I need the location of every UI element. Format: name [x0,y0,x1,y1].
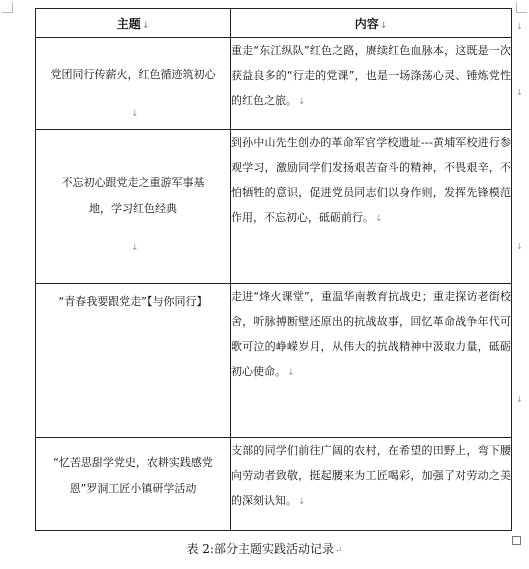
table-caption: 表 2:部分主题实践活动记录↵ [186,542,343,556]
topic-cell [36,438,231,531]
row-end-mark: ↓ [516,242,523,251]
content-cell: 支部的同学们前往广阔的农村，在希望的田野上，弯下腰向劳动者致敬，挺起腰来为工匠喝彩，加强了对劳动之美的深刻认知。↓ [231,438,512,531]
topic-text: 不忘初心跟党走之重游军事基地，学习红色经典 [61,176,205,215]
header-topic: 主题↓ [36,9,231,38]
header-content: 内容↓ [231,9,512,38]
content-text: 走进“烽火课堂”，重温华南教育抗战史；重走探访老街校舍，听脉搏断壁还原出的抗战故事，回忆革命战争年代可歌可泣的峥嵘岁月，从伟大的抗战精神中汲取力量，砥砺初心使命。 [231,290,511,378]
row-end-mark: ↓ [516,395,523,404]
table-row [36,438,512,531]
topic-cell: 不忘初心跟党走之重游军事基地，学习红色经典 ↓ [36,130,231,284]
topic-cell: 党团同行传薪火，红色循迹筑初心 ↓ [36,38,231,130]
topic-text: “忆苦思甜学党史，农耕实践感党恩”罗洞工匠小镇研学活动 [53,456,213,495]
table-row [36,284,512,438]
content-cell: 到孙中山先生创办的革命军官学校遗址---黄埔军校进行参观学习，激励同学们发扬艰苦奋斗的精神，不畏艰辛，不怕牺牲的意识，促进党员同志们以身作则，发挥先锋模范作用，不忘初心，砥砺前行。↓ [231,130,512,284]
activity-table [35,8,512,531]
content-text: 到孙中山先生创办的革命军官学校遗址---黄埔军校进行参观学习，激励同学们发扬艰苦奋斗的精神，不畏艰辛，不怕牺牲的意识，促进党员同志们以身作则，发挥先锋模范作用，不忘初心，砥砺前行。 [231,136,511,224]
content-cell: 走进“烽火课堂”，重温华南教育抗战史；重走探访老街校舍，听脉搏断壁还原出的抗战故事，回忆革命战争年代可歌可泣的峥嵘岁月，从伟大的抗战精神中汲取力量，砥砺初心使命。↓ [231,284,512,438]
topic-cell [36,284,231,438]
row-end-mark: ↓ [516,22,523,31]
row-end-mark: ↓ [516,88,523,97]
table-row [36,38,512,130]
content-text: 支部的同学们前往广阔的农村，在希望的田野上，弯下腰向劳动者致敬，挺起腰来为工匠喝彩，加强了对劳动之美的深刻认知。 [231,444,511,507]
table-header-row [36,9,512,38]
table-row [36,130,512,284]
topic-text: 党团同行传薪火，红色循迹筑初心 [50,68,216,81]
content-text: 重走“东江纵队”红色之路，赓续红色血脉本，这既是一次获益良多的“行走的党课”，也是一场涤荡心灵、锤炼党性的红色之旅。 [231,44,511,107]
topic-text: “青春我要跟党走”【与你同行】 [58,295,208,308]
content-cell: 重走“东江纵队”红色之路，赓续红色血脉本，这既是一次获益良多的“行走的党课”，也是一场涤荡心灵、锤炼党性的红色之旅。↓ [231,38,512,130]
page-corner-mark [516,2,527,13]
page-corner-mark [2,2,13,13]
